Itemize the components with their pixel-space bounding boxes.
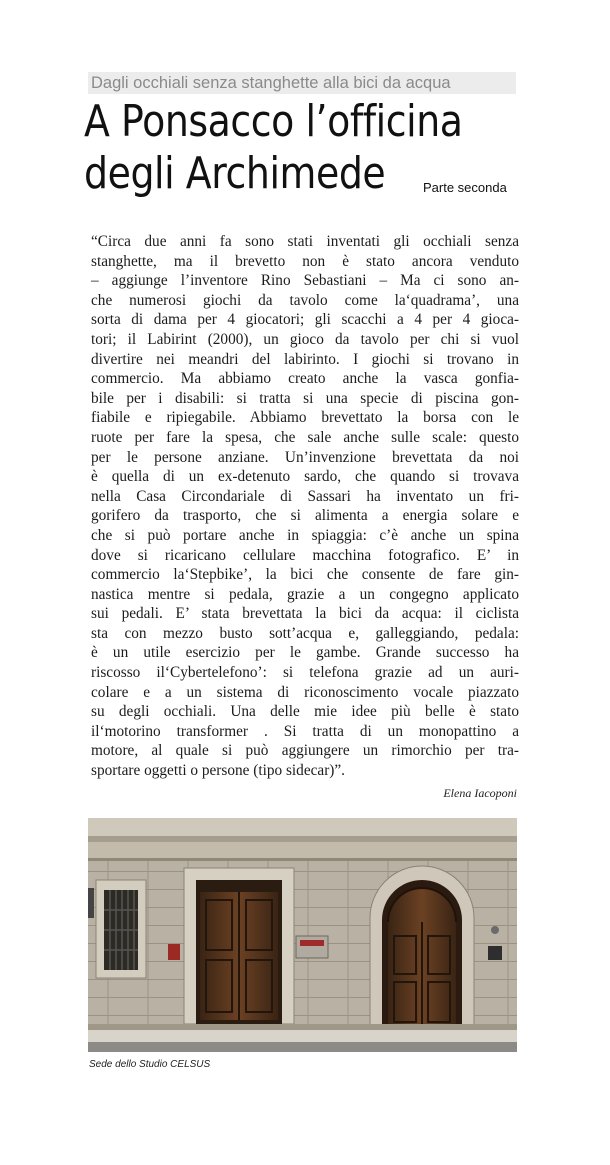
headline-line-2: degli Archimede (84, 148, 386, 199)
article-line: che si può portare anche in spiaggia: c’è anche un spina (91, 526, 519, 544)
article-line: stanghette, ma il brevetto non è stato ancora venduto (91, 252, 519, 270)
article-line: è un utile esercizio per le gambe. Grande successo ha (91, 644, 519, 662)
article-line: dove si ricaricano cellulare macchina fotografico. E’ in (91, 546, 519, 564)
article-line: sorta di dama per 4 giocatori; gli scacchi a 4 per 4 gioca- (91, 311, 519, 329)
article-line: riscosso il‘Cybertelefono’: si telefona grazie ad un auri- (91, 664, 519, 682)
article-line: sta con mezzo busto sott’acqua e, galleggiando, pedala: (91, 624, 519, 642)
article-line: commercio. Ma abbiamo creato anche la vasca gonfia- (91, 370, 519, 388)
article-line: ruote per fare la spesa, che sale anche sulle scale: questo (91, 428, 519, 446)
building-photo (88, 818, 517, 1052)
article-line: che numerosi giochi da tavolo come la‘quadrama’, una (91, 291, 519, 309)
article-line: sportare oggetti o persone (tipo sidecar)”. (91, 762, 346, 780)
article-line: su degli occhiali. Una delle mie idee più belle è stato (91, 703, 519, 721)
article-body (91, 232, 519, 781)
article-line: tori; il Labirint (2000), un gioco da tavolo per chi si vuol (91, 330, 519, 348)
article-line: nella Casa Circondariale di Sassari ha inventato un fri- (91, 487, 519, 505)
building-facade-illustration (88, 818, 517, 1052)
article-line: nastica mentre si pedala, grazie a un congegno applicato (91, 585, 519, 603)
article-line: “Circa due anni fa sono stati inventati gli occhiali senza (91, 233, 519, 250)
article-line: divertire nei meandri del labirinto. I giochi si trovano in (91, 350, 519, 368)
photo-caption: Sede dello Studio CELSUS (89, 1059, 211, 1070)
article-kicker: Dagli occhiali senza stanghette alla bici da acqua (88, 72, 516, 94)
article-line: il‘motorino transformer . Si tratta di un monopattino a (91, 722, 519, 740)
article-line: gorifero da trasporto, che si alimenta a energia solare e (91, 507, 519, 525)
article-line: per le persone anziane. Un’invenzione brevettata da noi (91, 448, 519, 466)
author-byline: Elena Iacoponi (443, 786, 517, 800)
article-line: – aggiunge l’inventore Rino Sebastiani – Ma ci sono an- (91, 272, 519, 290)
part-label: Parte seconda (423, 180, 507, 195)
headline-line-1: A Ponsacco l’officina (84, 96, 463, 147)
article-line: colare e a un sistema di riconoscimento vocale piazzato (91, 683, 519, 701)
article-line: bile per i disabili: si tratta si una specie di piscina gon- (91, 389, 519, 407)
article-line: sui pedali. E’ stata brevettata la bici da acqua: il ciclista (91, 605, 519, 623)
article-line: fiabile e ripiegabile. Abbiamo brevettato la borsa con le (91, 409, 519, 427)
article-line: è quella di un ex-detenuto sardo, che quando si trovava (91, 468, 519, 486)
article-line: commercio la‘Stepbike’, la bici che consente de fare gin- (91, 566, 519, 584)
article-line: motore, al quale si può aggiungere un rimorchio per tra- (91, 742, 519, 760)
